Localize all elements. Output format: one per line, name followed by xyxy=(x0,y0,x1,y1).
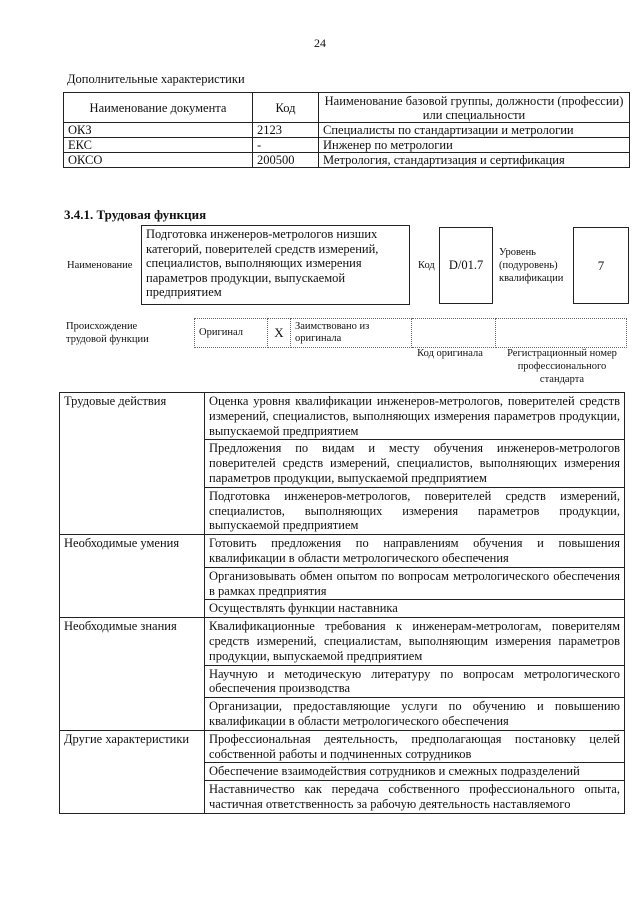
list-item: Организации, предоставляющие услуги по обучению и повышению квалификации в области метрологического обеспечения xyxy=(205,698,625,731)
table-header-row xyxy=(64,93,630,123)
cell-group: Инженер по метрологии xyxy=(319,138,630,153)
header-code: Код xyxy=(253,93,319,123)
code-label: Код xyxy=(418,260,435,271)
list-item: Осуществлять функции наставника xyxy=(205,600,625,618)
qualification-level-box: 7 xyxy=(573,227,629,304)
row-label-actions: Трудовые действия xyxy=(60,393,205,535)
table-row xyxy=(60,730,625,763)
cell-code: 2123 xyxy=(253,123,319,138)
list-item: Научную и методическую литературу по вопросам метрологического обеспечения производства xyxy=(205,665,625,698)
row-label-skills: Необходимые умения xyxy=(60,535,205,618)
row-label-knowledge: Необходимые знания xyxy=(60,618,205,731)
list-item: Готовить предложения по направлениям обучения и повышения квалификации в области метрологического обеспечения xyxy=(205,535,625,568)
origin-borrowed-cell: Заимствовано из оригинала xyxy=(291,319,412,348)
cell-group: Специалисты по стандартизации и метрологии xyxy=(319,123,630,138)
origin-mark: X xyxy=(268,319,291,348)
header-group-name: Наименование базовой группы, должности (профессии) или специальности xyxy=(319,93,630,123)
registration-number-cell xyxy=(496,319,627,348)
function-name-box: Подготовка инженеров-метрологов низших категорий, поверителей средств измерений, специалистов, выполняющих измерения параметров продукции, выпускаемой предприятием xyxy=(141,225,410,305)
list-item: Предложения по видам и месту обучения инженеров-метрологов поверителей средств измерений, специалистов, выполняющих измерения параметров продукции, выпускаемой предприятием xyxy=(205,440,625,487)
list-item: Организовывать обмен опытом по вопросам метрологического обеспечения в рамках предприятия xyxy=(205,567,625,600)
list-item: Квалификационные требования к инженерам-метрологам, поверителям средств измерений, специалистам, выполняющим измерения параметров продукции, выпускаемой предприятием xyxy=(205,618,625,665)
level-label: Уровень (подуровень) квалификации xyxy=(499,247,564,284)
table-row xyxy=(60,393,625,440)
row-label-other: Другие характеристики xyxy=(60,730,205,813)
table-row xyxy=(60,535,625,568)
cell-document: ОКЗ xyxy=(64,123,253,138)
origin-table xyxy=(194,318,627,348)
list-item: Наставничество как передача собственного профессионального опыта, частичная ответственность за рабочую деятельность наставляемого xyxy=(205,781,625,814)
cell-code: - xyxy=(253,138,319,153)
origin-original-cell: Оригинал xyxy=(195,319,268,348)
table-row xyxy=(60,618,625,665)
function-code-box: D/01.7 xyxy=(439,227,493,304)
table-row xyxy=(64,123,630,138)
function-details-table xyxy=(59,392,625,814)
origin-label: Происхождение трудовой функции xyxy=(66,321,149,345)
page-number: 24 xyxy=(314,36,326,50)
list-item: Обеспечение взаимодействия сотрудников и смежных подразделений xyxy=(205,763,625,781)
list-item: Подготовка инженеров-метрологов, поверителей средств измерений, специалистов, выполняющих измерения параметров продукции, выпускаемой предприятием xyxy=(205,487,625,534)
cell-document: ЕКС xyxy=(64,138,253,153)
cell-group: Метрология, стандартизация и сертификация xyxy=(319,153,630,168)
cell-document: ОКСО xyxy=(64,153,253,168)
list-item: Оценка уровня квалификации инженеров-метрологов, поверителей средств измерений, специалистов, выполняющих измерения параметров продукции, выпускаемой предприятием xyxy=(205,393,625,440)
name-label: Наименование xyxy=(67,260,133,271)
cell-code: 200500 xyxy=(253,153,319,168)
additional-characteristics-title: Дополнительные характеристики xyxy=(67,72,245,86)
section-title: 3.4.1. Трудовая функция xyxy=(64,207,207,222)
table-row xyxy=(64,153,630,168)
header-document-name: Наименование документа xyxy=(64,93,253,123)
registration-number-caption: Регистрационный номер профессионального стандарта xyxy=(507,348,617,385)
additional-characteristics-table xyxy=(63,92,630,168)
list-item: Профессиональная деятельность, предполагающая постановку целей собственной работы и подчиненных сотрудников xyxy=(205,730,625,763)
original-code-cell xyxy=(412,319,496,348)
original-code-caption: Код оригинала xyxy=(417,348,483,359)
table-row xyxy=(64,138,630,153)
